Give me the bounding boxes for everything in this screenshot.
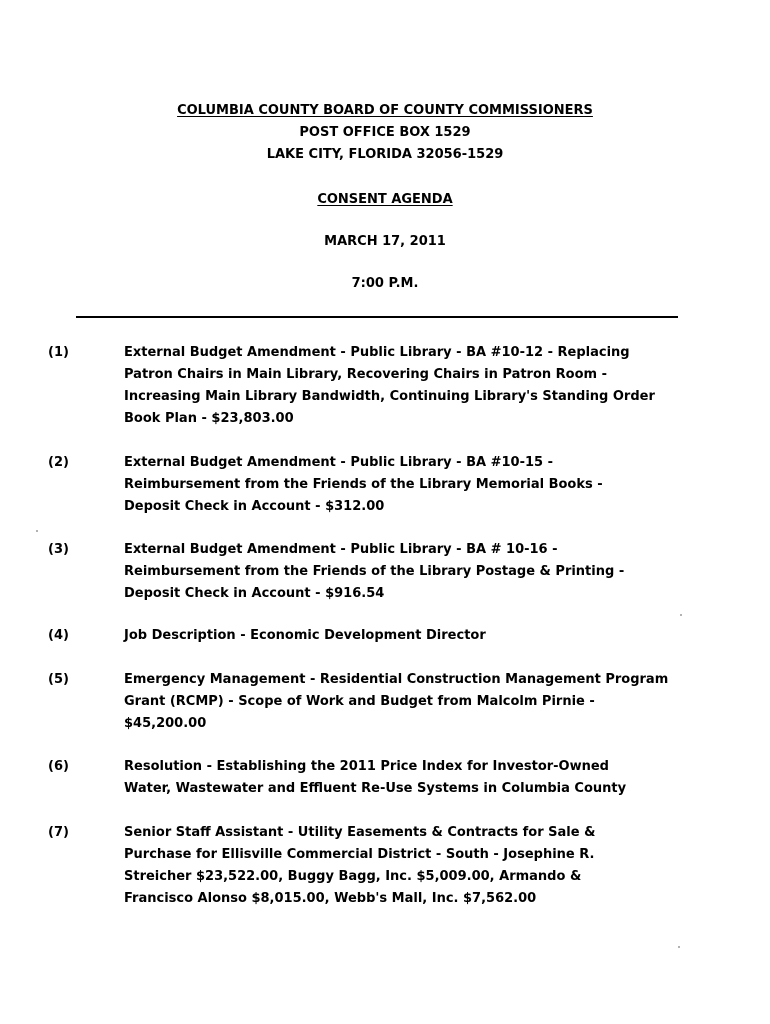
item-text-line: $45,200.00 bbox=[124, 716, 207, 731]
item-text-line: Patron Chairs in Main Library, Recovering Chairs in Patron Room - bbox=[124, 367, 608, 382]
scan-speck bbox=[680, 614, 682, 616]
item-text-line: External Budget Amendment - Public Library - BA # 10-16 - bbox=[124, 542, 558, 557]
item-number: (3) bbox=[48, 542, 69, 557]
item-text-line: Purchase for Ellisville Commercial District - South - Josephine R. bbox=[124, 847, 595, 862]
item-number: (4) bbox=[48, 628, 69, 643]
scan-speck bbox=[36, 530, 38, 532]
item-text-line: Job Description - Economic Development Director bbox=[124, 628, 486, 643]
scan-speck bbox=[678, 946, 680, 948]
item-text-line: Deposit Check in Account - $312.00 bbox=[124, 499, 385, 514]
org-name: COLUMBIA COUNTY BOARD OF COUNTY COMMISSIONERS bbox=[177, 103, 593, 118]
item-text-line: Streicher $23,522.00, Buggy Bagg, Inc. $5,009.00, Armando & bbox=[124, 869, 582, 884]
item-text-line: Water, Wastewater and Effluent Re-Use Systems in Columbia County bbox=[124, 781, 627, 796]
item-text-line: External Budget Amendment - Public Library - BA #10-15 - bbox=[124, 455, 553, 470]
address-line-2: LAKE CITY, FLORIDA 32056-1529 bbox=[266, 147, 504, 162]
item-text-line: Book Plan - $23,803.00 bbox=[124, 411, 294, 426]
meeting-time: 7:00 P.M. bbox=[351, 276, 419, 291]
item-number: (5) bbox=[48, 672, 69, 687]
item-text-line: Reimbursement from the Friends of the Library Postage & Printing - bbox=[124, 564, 625, 579]
item-text-line: External Budget Amendment - Public Library - BA #10-12 - Replacing bbox=[124, 345, 630, 360]
item-text-line: Deposit Check in Account - $916.54 bbox=[124, 586, 385, 601]
agenda-title: CONSENT AGENDA bbox=[317, 192, 453, 207]
meeting-date: MARCH 17, 2011 bbox=[324, 234, 446, 249]
item-number: (1) bbox=[48, 345, 69, 360]
item-text-line: Increasing Main Library Bandwidth, Continuing Library's Standing Order bbox=[124, 389, 655, 404]
item-text-line: Resolution - Establishing the 2011 Price Index for Investor-Owned bbox=[124, 759, 609, 774]
item-number: (7) bbox=[48, 825, 69, 840]
horizontal-rule bbox=[76, 316, 678, 318]
item-text-line: Emergency Management - Residential Construction Management Program bbox=[124, 672, 669, 687]
item-number: (2) bbox=[48, 455, 69, 470]
item-text-line: Francisco Alonso $8,015.00, Webb's Mall, Inc. $7,562.00 bbox=[124, 891, 537, 906]
item-text-line: Grant (RCMP) - Scope of Work and Budget from Malcolm Pirnie - bbox=[124, 694, 595, 709]
item-text-line: Reimbursement from the Friends of the Library Memorial Books - bbox=[124, 477, 603, 492]
address-line-1: POST OFFICE BOX 1529 bbox=[299, 125, 471, 140]
item-text-line: Senior Staff Assistant - Utility Easements & Contracts for Sale & bbox=[124, 825, 596, 840]
item-number: (6) bbox=[48, 759, 69, 774]
